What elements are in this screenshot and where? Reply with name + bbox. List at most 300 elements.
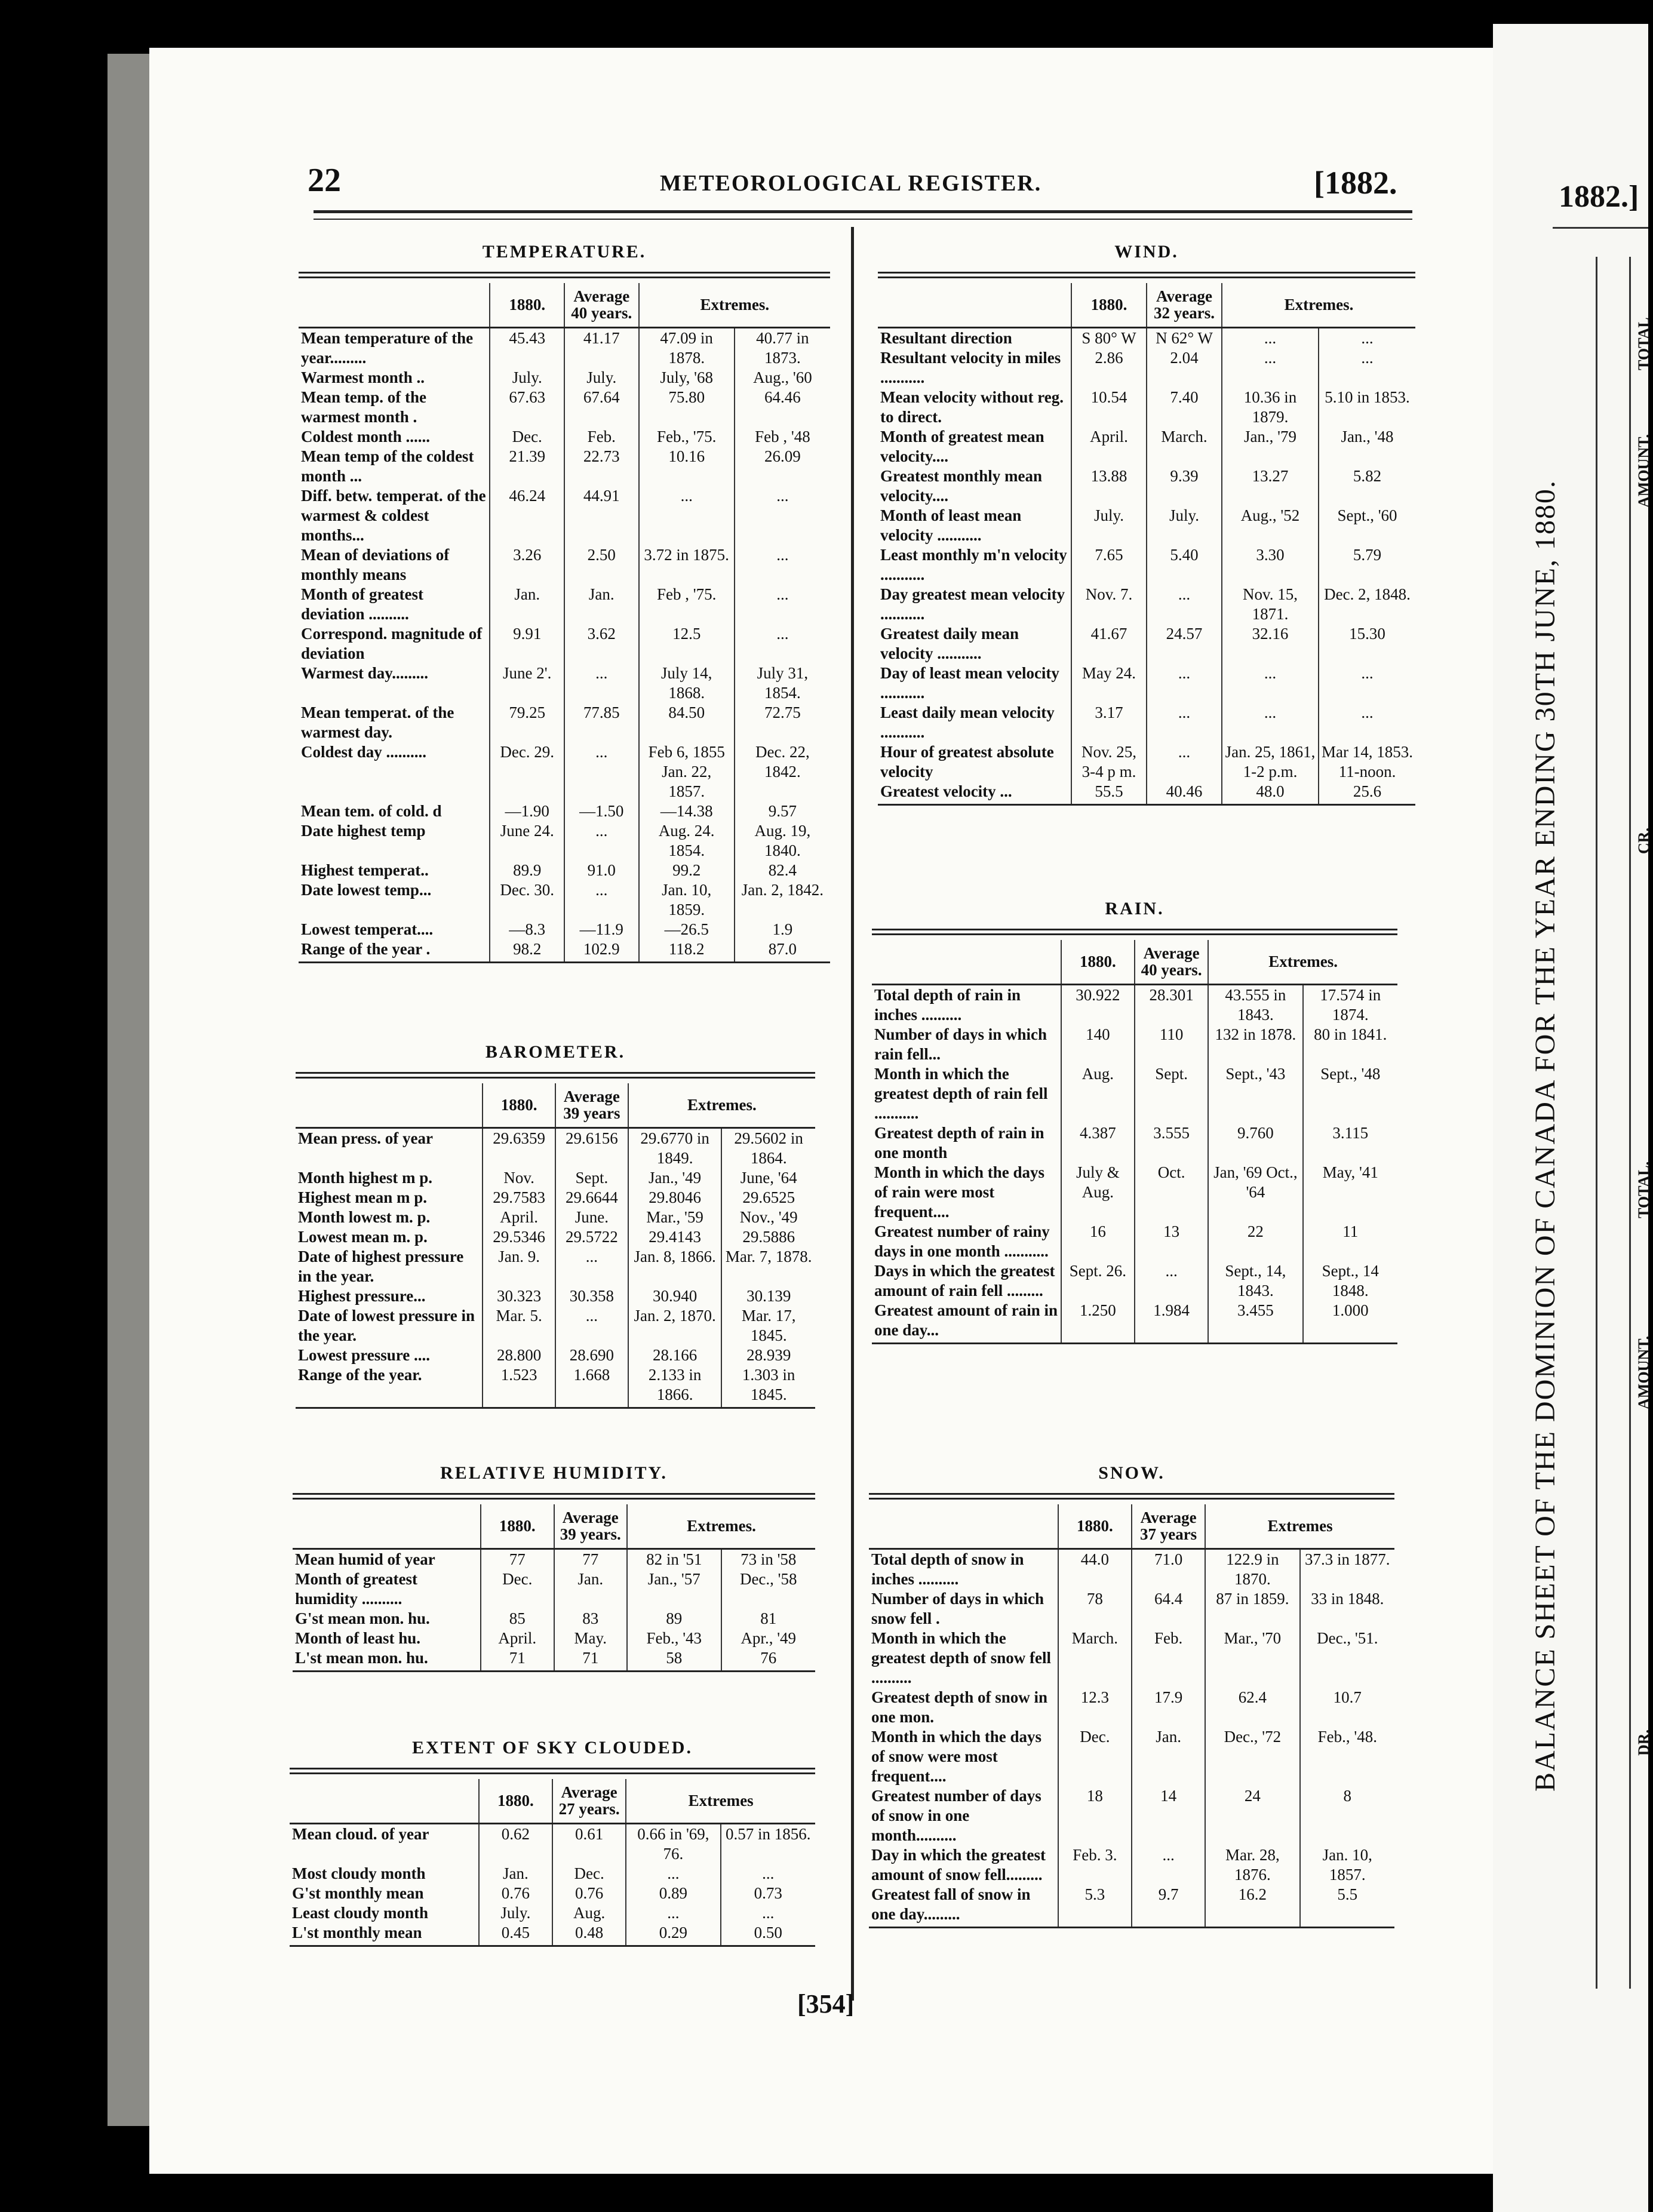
- table-cell: 87.0: [735, 939, 830, 963]
- table-cell: 73 in '58: [721, 1549, 816, 1569]
- table-cell: 87 in 1859.: [1205, 1589, 1299, 1629]
- header-row: [869, 1504, 1394, 1549]
- table-cell: 14: [1132, 1786, 1205, 1845]
- table-cell: Jan. 2, 1870.: [628, 1306, 722, 1345]
- table-cell: —8.3: [490, 920, 564, 939]
- right-page-rule: [1596, 257, 1597, 1989]
- rain-section: [872, 899, 1397, 1344]
- row-label: G'st mean mon. hu.: [295, 1609, 430, 1627]
- wind-title: WIND.: [1114, 242, 1179, 262]
- table-cell: Mar. 5.: [483, 1306, 555, 1345]
- table-cell: 43.555 in 1843.: [1208, 984, 1302, 1025]
- column-header: 1880.: [481, 1504, 554, 1549]
- table-cell: 1.250: [1061, 1301, 1135, 1344]
- row-label: Month of least mean velocity ...........: [880, 506, 1022, 544]
- table-cell: N 62° W: [1147, 327, 1222, 348]
- table-cell: ...: [564, 663, 639, 703]
- table-row: [869, 1885, 1394, 1928]
- table-row: [299, 486, 830, 545]
- table-cell: 3.555: [1135, 1123, 1208, 1163]
- table-row: [299, 861, 830, 880]
- table-cell: Mar. 7, 1878.: [721, 1247, 815, 1286]
- table-cell: ...: [1147, 585, 1222, 624]
- table-cell: Jan.: [1132, 1727, 1205, 1786]
- column-header: Average 39 years.: [554, 1504, 628, 1549]
- table-cell: May 24.: [1071, 663, 1147, 703]
- table-cell: 16.2: [1205, 1885, 1299, 1928]
- row-label: Lowest pressure ....: [298, 1345, 430, 1364]
- table-cell: 5.5: [1300, 1885, 1394, 1928]
- table-cell: 110: [1135, 1025, 1208, 1064]
- table-cell: 29.6644: [555, 1188, 628, 1208]
- table-cell: Dec. 22, 1842.: [735, 742, 830, 801]
- table-cell: —11.9: [564, 920, 639, 939]
- row-label: Day of least mean velocity ...........: [880, 663, 1059, 702]
- header-rule: [314, 210, 1412, 213]
- header-row: [872, 940, 1397, 984]
- row-label: Diff. betw. temperat. of the warmest & coldest months...: [301, 486, 486, 544]
- column-header: [296, 1083, 483, 1127]
- column-header: 1880.: [490, 283, 564, 327]
- table-row: [299, 821, 830, 861]
- table-cell: ...: [1319, 663, 1415, 703]
- table-cell: May, '41: [1303, 1163, 1397, 1222]
- table-cell: 9.57: [735, 801, 830, 821]
- table-cell: 62.4: [1205, 1688, 1299, 1727]
- table-cell: Jan. 25, 1861, 1-2 p.m.: [1222, 742, 1319, 782]
- table-cell: —14.38: [639, 801, 735, 821]
- snow-table: [869, 1504, 1394, 1928]
- table-cell: Feb 6, 1855 Jan. 22, 1857.: [639, 742, 735, 801]
- table-cell: March.: [1058, 1629, 1132, 1688]
- row-label: L'st mean mon. hu.: [293, 1648, 481, 1672]
- table-cell: Jan. 8, 1866.: [628, 1247, 722, 1286]
- table-cell: 40.46: [1147, 782, 1222, 805]
- table-cell: Sept., '48: [1303, 1064, 1397, 1123]
- table-cell: ...: [1147, 742, 1222, 782]
- table-cell: 77: [554, 1549, 628, 1569]
- table-cell: 3.62: [564, 624, 639, 663]
- table-row: [290, 1923, 815, 1946]
- row-label: Greatest amount of rain in one day...: [872, 1301, 1061, 1344]
- table-row: [296, 1208, 815, 1227]
- table-cell: 21.39: [490, 447, 564, 486]
- right-page-label: AMOUNT.: [1635, 434, 1652, 508]
- table-cell: Mar., '59: [628, 1208, 722, 1227]
- table-cell: 13.27: [1222, 466, 1319, 506]
- table-cell: 22: [1208, 1222, 1302, 1261]
- table-cell: ...: [626, 1864, 720, 1884]
- table-cell: 29.7583: [483, 1188, 555, 1208]
- table-cell: Dec.: [1058, 1727, 1132, 1786]
- table-row: [872, 984, 1397, 1025]
- row-label: Total depth of rain in inches ..........: [874, 985, 1021, 1024]
- table-cell: Sept., '43: [1208, 1064, 1302, 1123]
- table-cell: July 14, 1868.: [639, 663, 735, 703]
- table-cell: 25.6: [1319, 782, 1415, 805]
- right-page-rule: [1553, 227, 1648, 229]
- table-row: [299, 585, 830, 624]
- table-cell: Dec.: [481, 1569, 554, 1609]
- table-cell: 28.939: [721, 1345, 815, 1365]
- row-label: Mean press. of year: [298, 1129, 433, 1147]
- column-header: 1880.: [1058, 1504, 1132, 1549]
- table-cell: Jan.: [564, 585, 639, 624]
- table-cell: 41.17: [564, 327, 639, 368]
- table-cell: 0.73: [721, 1884, 815, 1903]
- table-cell: 118.2: [639, 939, 735, 963]
- table-row: [299, 703, 830, 742]
- table-row: [299, 939, 830, 963]
- table-row: [878, 782, 1415, 805]
- table-cell: June 24.: [490, 821, 564, 861]
- table-cell: Jan. 10, 1859.: [639, 880, 735, 920]
- table-cell: ...: [1222, 348, 1319, 388]
- table-cell: 28.301: [1135, 984, 1208, 1025]
- table-cell: 64.4: [1132, 1589, 1205, 1629]
- table-cell: 30.922: [1061, 984, 1135, 1025]
- column-header: Extremes.: [1208, 940, 1397, 984]
- table-row: [878, 506, 1415, 545]
- table-cell: 82 in '51: [627, 1549, 721, 1569]
- table-cell: 2.50: [564, 545, 639, 585]
- table-cell: 12.5: [639, 624, 735, 663]
- table-cell: Feb , '48: [735, 427, 830, 447]
- table-cell: 28.166: [628, 1345, 722, 1365]
- table-row: [296, 1345, 815, 1365]
- table-cell: Dec., '51.: [1300, 1629, 1394, 1688]
- table-cell: 83: [554, 1609, 628, 1629]
- table-cell: Jan., '49: [628, 1168, 722, 1188]
- table-cell: Jan., '48: [1319, 427, 1415, 466]
- row-label: Date of lowest pressure in the year.: [298, 1306, 475, 1344]
- table-cell: 0.50: [721, 1923, 815, 1946]
- sky-rule: [290, 1768, 815, 1774]
- table-cell: 67.64: [564, 388, 639, 427]
- table-cell: 89.9: [490, 861, 564, 880]
- table-cell: 48.0: [1222, 782, 1319, 805]
- row-label: Greatest depth of rain in one month: [874, 1123, 1044, 1162]
- row-label: Number of days in which snow fell .: [871, 1589, 1044, 1627]
- rain-table: [872, 940, 1397, 1344]
- table-cell: Dec.: [490, 427, 564, 447]
- table-row: [872, 1301, 1397, 1344]
- table-row: [878, 545, 1415, 585]
- table-cell: 29.5722: [555, 1227, 628, 1247]
- row-label: Mean cloud. of year: [292, 1824, 429, 1843]
- row-label: Number of days in which rain fell...: [874, 1025, 1047, 1063]
- table-cell: Nov.: [483, 1168, 555, 1188]
- table-cell: 46.24: [490, 486, 564, 545]
- wind-section: [878, 242, 1415, 806]
- table-row: [299, 742, 830, 801]
- table-cell: 3.17: [1071, 703, 1147, 742]
- table-cell: 0.62: [479, 1823, 552, 1864]
- row-label: Greatest number of rainy days in one month ...........: [874, 1222, 1050, 1260]
- table-cell: Feb., '75.: [639, 427, 735, 447]
- table-cell: 98.2: [490, 939, 564, 963]
- row-label: Greatest monthly mean velocity....: [880, 466, 1042, 505]
- table-cell: 30.940: [628, 1286, 722, 1306]
- row-label: Mean of deviations of monthly means: [301, 545, 450, 583]
- table-row: [296, 1286, 815, 1306]
- table-cell: Mar. 17, 1845.: [721, 1306, 815, 1345]
- row-label: Range of the year.: [296, 1365, 483, 1408]
- table-cell: 0.76: [552, 1884, 626, 1903]
- table-cell: 29.6156: [555, 1127, 628, 1168]
- table-cell: 29.5346: [483, 1227, 555, 1247]
- table-cell: ...: [1222, 327, 1319, 348]
- table-cell: 64.46: [735, 388, 830, 427]
- table-cell: 16: [1061, 1222, 1135, 1261]
- row-label: Mean temp. of the warmest month .: [301, 388, 426, 426]
- table-cell: ...: [564, 880, 639, 920]
- table-cell: —1.50: [564, 801, 639, 821]
- table-cell: Sept., '60: [1319, 506, 1415, 545]
- row-label: Lowest temperat....: [301, 920, 434, 938]
- column-header: Extremes: [1205, 1504, 1394, 1549]
- barometer-section: [296, 1042, 815, 1409]
- table-cell: 0.66 in '69, 76.: [626, 1823, 720, 1864]
- table-cell: 30.323: [483, 1286, 555, 1306]
- footer-page-ref: [354]: [797, 1989, 855, 2019]
- table-cell: Dec. 29.: [490, 742, 564, 801]
- table-row: [869, 1688, 1394, 1727]
- table-cell: Nov. 25, 3-4 p m.: [1071, 742, 1147, 782]
- rain-title: RAIN.: [1105, 899, 1165, 918]
- row-label: Greatest depth of snow in one mon.: [871, 1688, 1048, 1726]
- table-row: [872, 1222, 1397, 1261]
- table-row: [878, 327, 1415, 348]
- table-cell: 132 in 1878.: [1208, 1025, 1302, 1064]
- column-header: [869, 1504, 1058, 1549]
- table-cell: 37.3 in 1877.: [1300, 1549, 1394, 1589]
- table-cell: June, '64: [721, 1168, 815, 1188]
- table-row: [872, 1025, 1397, 1064]
- table-cell: July & Aug.: [1061, 1163, 1135, 1222]
- table-row: [869, 1845, 1394, 1885]
- balance-sheet-title: BALANCE SHEET OF THE DOMINION OF CANADA FOR THE YEAR ENDING 30TH JUNE, 1880.: [1529, 480, 1561, 1792]
- table-cell: April.: [481, 1629, 554, 1648]
- column-header: 1880.: [1071, 283, 1147, 327]
- table-cell: Jan., '57: [627, 1569, 721, 1609]
- table-row: [299, 545, 830, 585]
- table-cell: 9.91: [490, 624, 564, 663]
- row-label: Warmest month ..: [301, 368, 425, 386]
- row-label: Coldest day ..........: [301, 742, 427, 761]
- table-cell: 9.39: [1147, 466, 1222, 506]
- table-row: [293, 1648, 815, 1672]
- table-row: [293, 1629, 815, 1648]
- table-cell: July.: [564, 368, 639, 388]
- table-row: [296, 1168, 815, 1188]
- table-cell: June.: [555, 1208, 628, 1227]
- table-cell: March.: [1147, 427, 1222, 466]
- table-cell: ...: [1132, 1845, 1205, 1885]
- table-row: [878, 624, 1415, 663]
- table-cell: 80 in 1841.: [1303, 1025, 1397, 1064]
- table-cell: 13: [1135, 1222, 1208, 1261]
- right-page-label: DR.: [1635, 1729, 1652, 1756]
- table-row: [872, 1261, 1397, 1301]
- table-cell: ...: [639, 486, 735, 545]
- snow-rule: [869, 1493, 1394, 1500]
- table-cell: 1.000: [1303, 1301, 1397, 1344]
- row-label: G'st monthly mean: [292, 1884, 424, 1902]
- table-cell: 29.6525: [721, 1188, 815, 1208]
- table-cell: 24.57: [1147, 624, 1222, 663]
- table-row: [296, 1227, 815, 1247]
- temperature-table: [299, 283, 830, 963]
- table-row: [290, 1823, 815, 1864]
- table-cell: 11: [1303, 1222, 1397, 1261]
- row-label: Highest pressure...: [298, 1286, 426, 1305]
- table-cell: 2.04: [1147, 348, 1222, 388]
- table-cell: 45.43: [490, 327, 564, 368]
- table-cell: 13.88: [1071, 466, 1147, 506]
- table-cell: Mar., '70: [1205, 1629, 1299, 1688]
- header-rule: [314, 219, 1412, 220]
- table-cell: Apr., '49: [721, 1629, 816, 1648]
- table-cell: —26.5: [639, 920, 735, 939]
- table-row: [299, 624, 830, 663]
- table-cell: May.: [554, 1629, 628, 1648]
- table-cell: 29.4143: [628, 1227, 722, 1247]
- snow-section: [869, 1463, 1394, 1928]
- table-cell: 30.358: [555, 1286, 628, 1306]
- table-cell: Jan. 9.: [483, 1247, 555, 1286]
- table-cell: July.: [490, 368, 564, 388]
- table-cell: Jan.: [554, 1569, 628, 1609]
- row-label: Month of greatest mean velocity....: [880, 427, 1044, 465]
- column-header: Extremes.: [1222, 283, 1415, 327]
- row-label: Highest temperat..: [301, 861, 429, 879]
- table-cell: ...: [1319, 703, 1415, 742]
- table-cell: June 2'.: [490, 663, 564, 703]
- table-cell: 77: [481, 1549, 554, 1569]
- table-cell: 122.9 in 1870.: [1205, 1549, 1299, 1589]
- table-cell: Sept., 14 1848.: [1303, 1261, 1397, 1301]
- row-label: Month in which the greatest depth of snow fell ..........: [871, 1629, 1051, 1686]
- row-label: Mean humid of year: [295, 1550, 435, 1568]
- table-cell: Aug.: [552, 1903, 626, 1923]
- column-header: [293, 1504, 481, 1549]
- sky-title: EXTENT OF SKY CLOUDED.: [412, 1738, 693, 1758]
- table-row: [872, 1064, 1397, 1123]
- table-cell: ...: [1222, 663, 1319, 703]
- table-row: [296, 1188, 815, 1208]
- table-cell: 33 in 1848.: [1300, 1589, 1394, 1629]
- table-cell: S 80° W: [1071, 327, 1147, 348]
- table-cell: Feb , '75.: [639, 585, 735, 624]
- table-cell: ...: [735, 545, 830, 585]
- row-label: Day in which the greatest amount of snow fell.........: [871, 1845, 1046, 1884]
- header-row: [293, 1504, 815, 1549]
- table-cell: ...: [1222, 703, 1319, 742]
- table-cell: 24: [1205, 1786, 1299, 1845]
- row-label: Mean temperat. of the warmest day.: [301, 703, 454, 741]
- table-cell: 78: [1058, 1589, 1132, 1629]
- table-row: [878, 742, 1415, 782]
- header-row: [296, 1083, 815, 1127]
- table-cell: 1.523: [483, 1365, 555, 1408]
- table-row: [869, 1589, 1394, 1629]
- table-cell: 30.139: [721, 1286, 815, 1306]
- table-cell: 8: [1300, 1786, 1394, 1845]
- table-cell: Aug. 24. 1854.: [639, 821, 735, 861]
- table-cell: Mar 14, 1853. 11-noon.: [1319, 742, 1415, 782]
- table-cell: ...: [1147, 703, 1222, 742]
- table-cell: Dec., '58: [721, 1569, 816, 1609]
- table-cell: Aug., '60: [735, 368, 830, 388]
- table-cell: Dec.: [552, 1864, 626, 1884]
- right-page: [1493, 24, 1648, 2212]
- table-cell: ...: [735, 585, 830, 624]
- sky-section: [290, 1738, 815, 1947]
- table-row: [869, 1727, 1394, 1786]
- table-cell: 85: [481, 1609, 554, 1629]
- column-header: Average 40 years.: [1135, 940, 1208, 984]
- table-cell: Jan.: [479, 1864, 552, 1884]
- table-cell: 44.91: [564, 486, 639, 545]
- table-cell: 5.40: [1147, 545, 1222, 585]
- table-cell: 81: [721, 1609, 816, 1629]
- table-row: [296, 1306, 815, 1345]
- table-cell: 10.36 in 1879.: [1222, 388, 1319, 427]
- table-row: [878, 703, 1415, 742]
- wind-rule: [878, 272, 1415, 278]
- table-cell: ...: [1147, 663, 1222, 703]
- table-cell: 2.86: [1071, 348, 1147, 388]
- row-label: Range of the year .: [299, 939, 490, 963]
- table-cell: 5.10 in 1853.: [1319, 388, 1415, 427]
- humidity-section: [293, 1463, 815, 1672]
- table-cell: ...: [564, 742, 639, 801]
- column-header: 1880.: [483, 1083, 555, 1127]
- table-cell: 28.690: [555, 1345, 628, 1365]
- table-cell: 29.6770 in 1849.: [628, 1127, 722, 1168]
- table-cell: 71: [554, 1648, 628, 1672]
- table-cell: 7.65: [1071, 545, 1147, 585]
- table-cell: 3.30: [1222, 545, 1319, 585]
- snow-title: SNOW.: [1098, 1463, 1165, 1483]
- table-cell: July 31, 1854.: [735, 663, 830, 703]
- table-row: [299, 427, 830, 447]
- barometer-table: [296, 1083, 815, 1409]
- table-cell: —1.90: [490, 801, 564, 821]
- table-cell: 29.5602 in 1864.: [721, 1127, 815, 1168]
- table-cell: 10.7: [1300, 1688, 1394, 1727]
- table-row: [872, 1163, 1397, 1222]
- table-cell: 77.85: [564, 703, 639, 742]
- table-cell: ...: [721, 1903, 815, 1923]
- row-label: Month in which the days of rain were most frequent....: [874, 1163, 1045, 1221]
- table-cell: 58: [627, 1648, 721, 1672]
- table-cell: Sept.: [1135, 1064, 1208, 1123]
- humidity-table: [293, 1504, 815, 1672]
- table-row: [869, 1629, 1394, 1688]
- table-cell: 32.16: [1222, 624, 1319, 663]
- table-cell: 47.09 in 1878.: [639, 327, 735, 368]
- table-cell: ...: [555, 1247, 628, 1286]
- table-cell: 28.800: [483, 1345, 555, 1365]
- table-cell: 12.3: [1058, 1688, 1132, 1727]
- table-cell: Aug. 19, 1840.: [735, 821, 830, 861]
- page-title: METEOROLOGICAL REGISTER.: [660, 171, 1042, 196]
- table-cell: ...: [1319, 327, 1415, 348]
- header-row: [290, 1779, 815, 1823]
- header-year: [1882.: [1314, 165, 1397, 201]
